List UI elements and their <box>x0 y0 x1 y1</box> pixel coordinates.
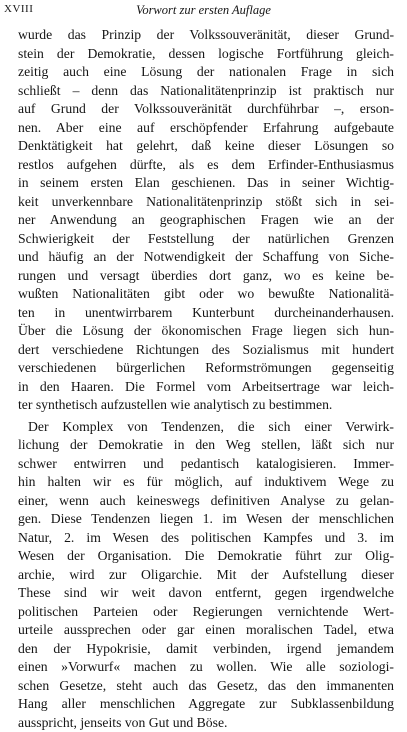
text-line: archie, wird zur Oligarchie. Mit der Aufstellung dieser <box>18 566 394 585</box>
text-line: ausspricht, jenseits von Gut und Böse. <box>18 714 394 732</box>
text-line: einer, wenn auch keineswegs definitiven Analyse zu gelan- <box>18 492 394 511</box>
text-line: Denktätigkeit hat gelehrt, daß keine dieser Lösungen so <box>18 137 394 156</box>
text-line: gen. Diese Tendenzen liegen 1. im Wesen der menschlichen <box>18 510 394 529</box>
text-line: stein der Demokratie, dessen logische Fortführung gleich- <box>18 45 394 64</box>
text-line: ner Anwendung an geographischen Fragen wie an der <box>18 211 394 230</box>
text-line: lichung der Demokratie in den Weg stellen, läßt sich nur <box>18 436 394 455</box>
text-line: nen. Aber eine auf erschöpfender Erfahrung aufgebaute <box>18 119 394 138</box>
text-line: rungen und versagt überdies dort ganz, wo es keine be- <box>18 267 394 286</box>
text-line: schwer entwirren und pedantisch katalogisieren. Immer- <box>18 455 394 474</box>
text-line: zeitig auch eine Lösung der nationalen Frage in sich <box>18 63 394 82</box>
running-title: Vorwort zur ersten Auflage <box>0 3 407 18</box>
text-line: restlos aufgehen dürfte, als es dem Erfinder-Enthusiasmus <box>18 156 394 175</box>
text-line: These sind wir weit davon entfernt, gegen irgendwelche <box>18 584 394 603</box>
text-line: politischen Parteien oder Regierungen vernichtende Wert- <box>18 603 394 622</box>
paragraph <box>18 26 394 415</box>
page-number: XVIII <box>4 3 33 15</box>
text-line: Wesen der Organisation. Die Demokratie führt zur Olig- <box>18 547 394 566</box>
text-line: auf Grund der Volkssouveränität durchführbar –, erson- <box>18 100 394 119</box>
text-line: hin halten wir es für möglich, auf induktivem Wege zu <box>18 473 394 492</box>
text-line: Hang aller menschlichen Aggregate zur Subklassenbildung <box>18 695 394 714</box>
text-line: schließt – denn das Nationalitätenprinzip ist praktisch nur <box>18 82 394 101</box>
body-text <box>18 26 394 732</box>
text-line: Über die Lösung der ökonomischen Frage liegen sich hun- <box>18 322 394 341</box>
text-line: wußten Nationalitäten gibt oder wo bewußte Nationalitä- <box>18 285 394 304</box>
text-line: urteile aussprechen oder gar einen moralischen Tadel, etwa <box>18 621 394 640</box>
page-header <box>0 3 407 23</box>
text-line: Der Komplex von Tendenzen, die sich einer Verwirk- <box>18 418 394 437</box>
text-line: in den Haaren. Die Formel vom Arbeitsertrage war leich- <box>18 378 394 397</box>
text-line: keit unverkennbare Nationalitätenprinzip stößt sich in sei- <box>18 193 394 212</box>
text-line: schen Gesetze, steht auch das Gesetz, das den immanenten <box>18 677 394 696</box>
text-line: und häufig an der Notwendigkeit der Schaffung von Siche- <box>18 248 394 267</box>
text-line: den der Hypokrisie, damit verbinden, irgend jemandem <box>18 640 394 659</box>
text-line: Natur, 2. im Wesen des politischen Kampfes und 3. im <box>18 529 394 548</box>
text-line: ten in unentwirrbarem Kunterbunt durcheinanderhausen. <box>18 304 394 323</box>
text-line: Schwierigkeit der Feststellung der natürlichen Grenzen <box>18 230 394 249</box>
text-line: einen »Vorwurf« machen zu wollen. Wie alle soziologi- <box>18 658 394 677</box>
paragraph <box>18 418 394 732</box>
text-line: in seinem ersten Elan geschienen. Das in seiner Wichtig- <box>18 174 394 193</box>
text-line: wurde das Prinzip der Volkssouveränität, dieser Grund- <box>18 26 394 45</box>
text-line: ter synthetisch aufzustellen wie analytisch zu bestimmen. <box>18 396 394 415</box>
text-line: verschiedenen bürgerlichen Reformströmungen gegenseitig <box>18 359 394 378</box>
text-line: dert verschiedene Richtungen des Sozialismus mit hundert <box>18 341 394 360</box>
